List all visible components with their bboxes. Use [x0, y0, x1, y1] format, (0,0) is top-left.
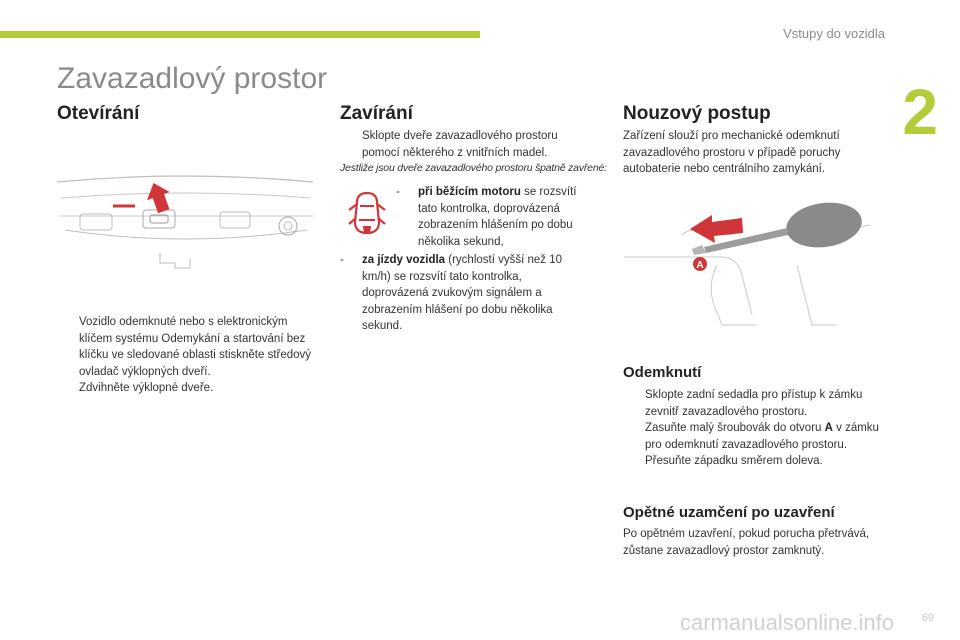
- closing-instruction: Sklopte dveře zavazadlového prostoru pomocí některého z vnitřních madel.: [362, 130, 558, 159]
- watermark: carmanualsonline.info: [680, 610, 895, 635]
- heading-closing: Zavírání: [340, 103, 413, 124]
- emergency-unlock-illustration: [622, 195, 870, 330]
- page-number: 69: [921, 612, 934, 624]
- insert-arrow: [690, 215, 743, 243]
- list-item: Sklopte zadní sedadla pro přístup k zámku zevnitř zavazadlového prostoru.: [645, 389, 863, 418]
- accent-bar: [0, 31, 480, 38]
- warning-driving: - za jízdy vozidla (rychlostí vyšší než 10 km/h) se rozsvítí tato kontrolka, doprovázená zvukovým signálem a zobrazením hlášení po dobu několika sekund.: [340, 254, 563, 332]
- list-item: Zasuňte malý šroubovák do otvoru A v zámku pro odemknutí zavazadlového prostoru.: [645, 422, 879, 451]
- unlock-steps: [623, 387, 881, 470]
- closing-note: Jestliže jsou dveře zavazadlového prostoru špatně zavřené:: [340, 162, 607, 174]
- chapter-number: 2: [902, 76, 938, 148]
- relock-text: Po opětném uzavření, pokud porucha přetrvává, zůstane zavazadlový prostor zamknutý.: [623, 528, 870, 557]
- list-item: Přesuňte západku směrem doleva.: [645, 455, 823, 467]
- list-item: Vozidlo odemknuté nebo s elektronickým klíčem systému Odemykání a startování bez klíčku ve sledované oblasti stiskněte středový ovladač výklopných dveří.: [79, 316, 312, 378]
- point-a-label: A: [696, 260, 704, 271]
- running-head: Vstupy do vozidla: [783, 26, 885, 41]
- warning-engine-running: - při běžícím motoru se rozsvítí tato kontrolka, doprovázená zobrazením hlášením po dobu několika sekund,: [396, 186, 577, 248]
- heading-relock: Opětné uzamčení po uzavření: [623, 504, 835, 521]
- emergency-intro: Zařízení slouží pro mechanické odemknutí zavazadlového prostoru v případě poruchy autobaterie nebo centrálního zamykání.: [623, 130, 841, 175]
- heading-opening: Otevírání: [57, 103, 140, 124]
- tailgate-illustration: [55, 168, 317, 283]
- open-door-warning-icon: [346, 190, 388, 236]
- page-title: Zavazadlový prostor: [57, 62, 328, 95]
- list-item: Zdvihněte výklopné dveře.: [79, 382, 214, 394]
- opening-instructions: [57, 314, 312, 397]
- heading-unlock: Odemknutí: [623, 364, 702, 381]
- heading-emergency: Nouzový postup: [623, 103, 771, 124]
